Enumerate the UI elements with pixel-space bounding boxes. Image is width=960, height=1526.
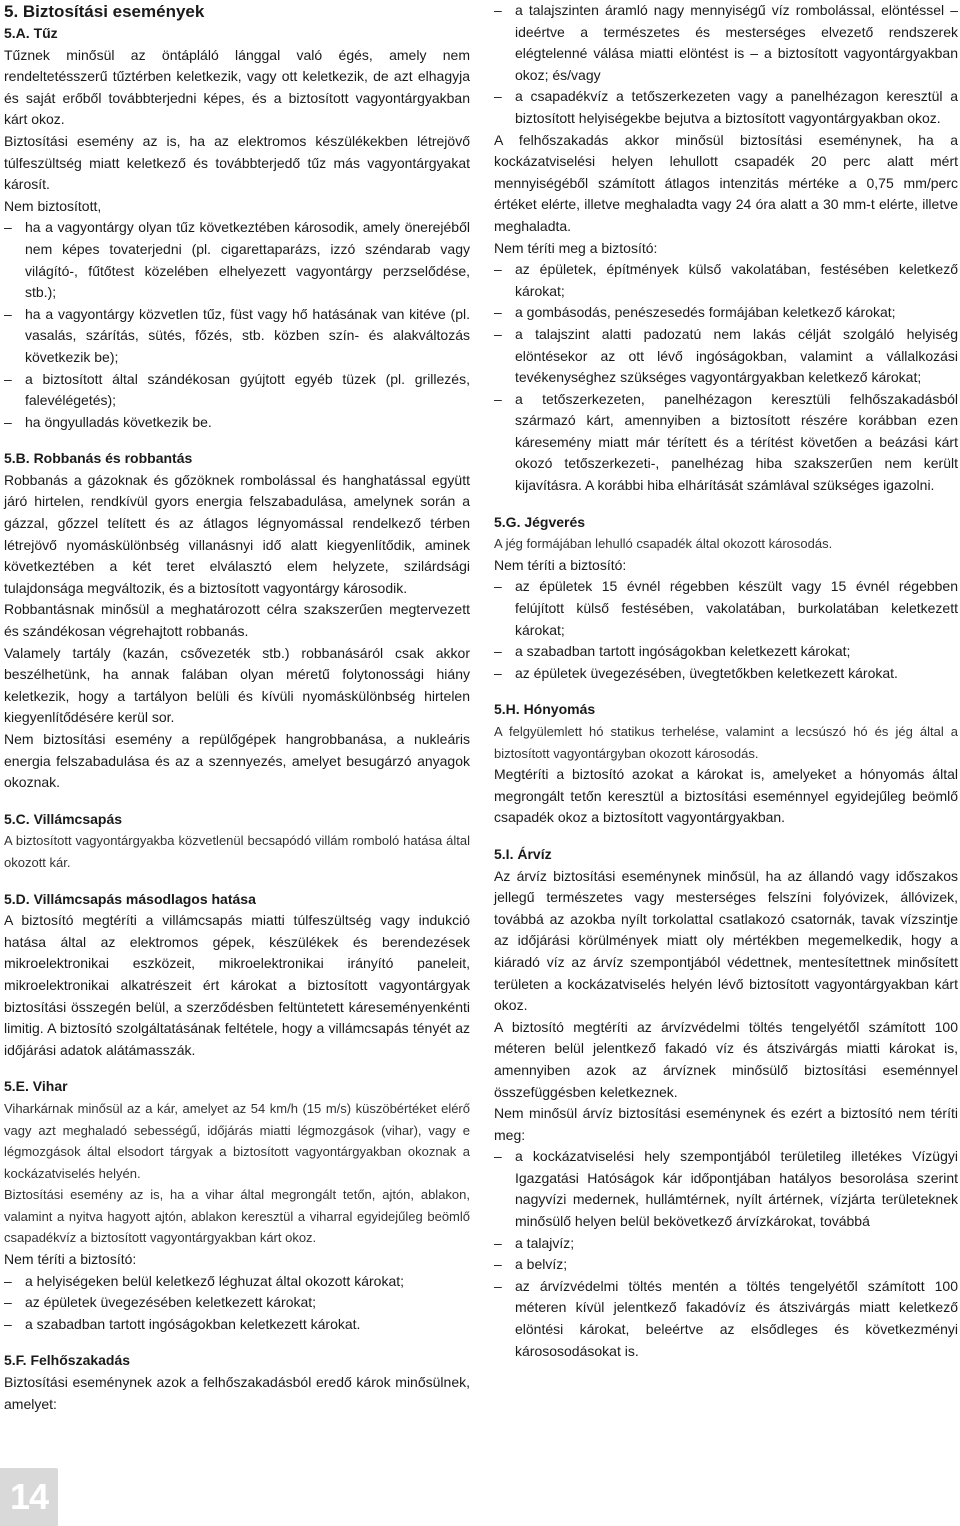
list-item: – az épületek üvegezésében, üvegtetőkben keletkezett károkat. <box>494 663 958 685</box>
left-column <box>4 0 470 1430</box>
paragraph: Nem biztosítási esemény a repülőgépek hangrobbanása, a nukleáris energia felszabadulása és az a szennyezés, amelyet besugárzó anyagok okoznak. <box>4 731 470 791</box>
list-item: – a belvíz; <box>494 1254 958 1276</box>
list-item: – a talajszint alatti padozatú nem lakás célját szolgáló helyiség elöntésekor az ott lévő ingóságokban, valamint a vállalkozási tevékenységhez szükséges vagyontárgyakban keletkező károkat; <box>494 324 958 389</box>
right-column <box>494 0 958 1377</box>
section-title-robbanas: 5.B. Robbanás és robbantás <box>4 450 193 467</box>
paragraph: Nem téríti a biztosító: <box>494 556 627 573</box>
section-jegveres <box>494 512 958 685</box>
list-item: – ha a vagyontárgy közvetlen tűz, füst vagy hő hatásának van kitéve (pl. vasalás, szárítás, sütés, főzés, stb. közben szín- és alakváltozás következik be); <box>4 304 470 369</box>
paragraph: A biztosító megtéríti a villámcsapás miatti túlfeszültség vagy indukció hatása által az elektromos gépek, készülékek és berendezések mikroelektronikai eszközeit, mikroelektronikai irányító paneleit, mikroelektronikai alkatrészeit ért károkat a biztosított vagyontárgyak biztosítási összegén belül, a szerződésben feltüntetett káreseményenkénti limitig. A biztosító szolgáltatásának feltétele, hogy a villámcsapás tényét az időjárási adatok alátámasszák. <box>4 912 470 1058</box>
list-item: – a tetőszerkezeten, panelhézagon keresztüli felhőszakadásból származó kárt, amennyiben a biztosított részére korábban ezen káresemény miatt már térített és a térítést követően a beázási kárt okozó tetőszerkezeti-, panelhézag hiba szakszerűen nem került kijavításra. A korábbi hiba elhárítását számlával szükséges igazolni. <box>494 389 958 497</box>
paragraph: Nem téríti a biztosító: <box>4 1251 137 1268</box>
list-item: – az árvízvédelmi töltés mentén a töltés tengelyétől számított 100 méteren kívül jelentkező fakadóvíz és átszivárgás miatt keletkező elöntési károkat, beleértve az elsődleges és következményi kárososodásokat is. <box>494 1276 958 1362</box>
paragraph: Tűznek minősül az öntápláló lánggal való égés, amely nem rendeltetésszerű tűztérben keletkezik, vagy ott keletkezik, de azt elhagyja és saját erőből továbbterjedni képes, és a biztosított vagyontárgyakban kárt okoz. <box>4 46 470 128</box>
paragraph: Robbanás a gázoknak és gőzöknek rombolással és hanghatással együtt járó hirtelen, rendkívül gyors energia felszabadulása, amelynek során a gázzal, gőzzel telített és az átlagos légnyomással rendelkező térben létrejövő nyomáskülönbség villanásnyi idő alatt kiegyenlítődik, aminek következtében a két teret elválasztó elem helyzete, szilárdsági tulajdonsága megváltozik, és a biztosított vagyontárgy károsodik. <box>4 471 470 596</box>
section-felhoszakadas <box>4 1350 470 1415</box>
list-item: – a kockázatviselési hely szempontjából területileg illetékes Vízügyi Igazgatási Hatóságok kár időpontjában hatályos besorolása szerint nagyvízi medernek, hullámtérnek, nyílt ártérnek, vízjárta területeknek minősülő helyen belül bekövetkező árvízkárokat, továbbá <box>494 1146 958 1232</box>
section-title-vihar: 5.E. Vihar <box>4 1078 68 1095</box>
list-item: – az épületek, építmények külső vakolatában, festésében keletkező károkat; <box>494 259 958 302</box>
exclusion-list <box>494 259 958 497</box>
paragraph: A felgyülemlett hó statikus terhelése, valamint a lecsúszó hó és jég által a biztosított vagyontárgyban okozott károsodás. <box>494 724 958 761</box>
paragraph: A biztosított vagyontárgyakba közvetlenül becsapódó villám romboló hatása által okozott kár. <box>4 833 470 870</box>
page-number-badge <box>0 1468 58 1526</box>
paragraph: A felhőszakadás akkor minősül biztosítási eseménynek, ha a kockázatviselési helyen lehullott csapadék 20 perc alatt mért mennyiségéből számított átlagos intenzitás mértéke a 0,75 mm/perc értéket elérte, illetve meghaladta vagy 24 óra alatt a 30 mm-t elérte, illetve meghaladta. <box>494 131 958 234</box>
list-item: – az épületek 15 évnél régebben készült vagy 15 évnél régebben felújított külső festésében, vakolatában, burkolatában keletkezett károkat; <box>494 576 958 641</box>
paragraph: Biztosítási esemény az is, ha a vihar által megrongált tetőn, ajtón, ablakon, valamint a nyitva hagyott ajtón, ablakon keresztül a viharral egyidejűleg beömlő csapadékvíz a biztosított vagyontárgyakban kárt okoz. <box>4 1187 470 1246</box>
section-title-villamcsapas: 5.C. Villámcsapás <box>4 810 123 827</box>
section-villamcsapas <box>4 809 470 874</box>
paragraph: Nem minősül árvíz biztosítási eseménynek és ezért a biztosító nem téríti meg: <box>494 1105 958 1143</box>
paragraph: Viharkárnak minősül az a kár, amelyet az 54 km/h (15 m/s) küszöbértéket elérő vagy azt meghaladó sebességű, időjárás miatti légmozgások (vihar), vagy e légmozgások által elsodort tárgyak a biztosított vagyontárgyakban okoznak a kockázatviselés helyén. <box>4 1100 470 1181</box>
section-arviz <box>494 844 958 1362</box>
page-number: 14 <box>9 1476 49 1517</box>
exclusion-list <box>4 217 470 433</box>
section-tuz <box>4 23 470 433</box>
list-item: – ha öngyulladás következik be. <box>4 412 470 434</box>
list-item: – a biztosított által szándékosan gyújtott egyéb tüzek (pl. grillezés, falevélégetés); <box>4 369 470 412</box>
paragraph: Megtéríti a biztosító azokat a károkat is, amelyeket a hónyomás által megrongált tetőn keresztül a biztosítási eseménnyel egyidejűleg beömlő csapadék okoz a biztosított vagyontárgyakban. <box>494 766 958 826</box>
paragraph: Az árvíz biztosítási eseménynek minősül, ha az állandó vagy időszakos jellegű természetes vagy mesterséges felszíni folyóvizek, állóvizek, továbbá az azokba nyílt torkolattal csatlakozó csatornák, tavak vízszintje az időjárási körülmények miatt oly mértékben megemelkedik, hogy a kiáradó víz az árvíz szempontjából védettnek, mentesítettnek minősített területen a kockázatviselés helyén lévő biztosított vagyontárgyakban kárt okoz. <box>494 867 958 1014</box>
section-honyomas <box>494 699 958 829</box>
list-item: – a szabadban tartott ingóságokban keletkezett károkat; <box>494 641 958 663</box>
paragraph: A biztosító megtéríti az árvízvédelmi töltés tengelyétől számított 100 méteren belül jelentkező fakadó víz és átszivárgás miatti károkat is, amennyiben azok az árvíznek minősülő biztosítási eseménnyel összefüggésben keletkeznek. <box>494 1018 958 1100</box>
section-title-arviz: 5.I. Árvíz <box>494 845 552 862</box>
paragraph: Robbantásnak minősül a meghatározott célra szakszerűen megtervezett és szándékosan végrehajtott robbanás. <box>4 601 470 640</box>
section-title-jegveres: 5.G. Jégverés <box>494 513 586 530</box>
section-felhoszakadas-continued <box>494 0 958 497</box>
paragraph: Nem téríti meg a biztosító: <box>494 239 658 256</box>
list-item: – az épületek üvegezésében keletkezett károkat; <box>4 1292 470 1314</box>
exclusion-list <box>4 1271 470 1336</box>
paragraph: A jég formájában lehulló csapadék által okozott károsodás. <box>494 536 833 552</box>
list-item: – a talajvíz; <box>494 1233 958 1255</box>
exclusion-list <box>494 576 958 684</box>
paragraph: Valamely tartály (kazán, csővezeték stb.) robbanásáról csak akkor beszélhetünk, ha annak falában olyan méretű folytonossági hiány keletkezik, hogy a tartályon belüli és kívüli nyomáskülönbség hirtelen kiegyenlítődésére kerül sor. <box>4 644 470 726</box>
section-vihar <box>4 1076 470 1335</box>
paragraph: Biztosítási eseménynek azok a felhőszakadásból eredő károk minősülnek, amelyet: <box>4 1374 470 1412</box>
page-title: 5. Biztosítási események <box>4 2 205 21</box>
list-item: – ha a vagyontárgy olyan tűz következtében károsodik, amely önerejéből nem képes tovaterjedni (pl. cigarettaparázs, izzó széndarab vagy világító-, fűtőtest közelében elhelyezett vagyontárgy perzselődése, stb.); <box>4 217 470 303</box>
paragraph: Nem biztosított, <box>4 197 102 214</box>
section-robbanas <box>4 448 470 794</box>
paragraph: Biztosítási esemény az is, ha az elektromos készülékekben létrejövő túlfeszültség miatt keletkező és továbbterjedő tűz más vagyontárgyakat károsít. <box>4 132 470 193</box>
list-item: – a talajszinten áramló nagy mennyiségű víz rombolással, elöntéssel – ideértve a természetes és mesterséges elvezető rendszerek elégtelenné válása miatti elöntést is – a biztosított vagyontárgyakban okoz; és/vagy <box>494 0 958 86</box>
exclusion-list <box>494 1146 958 1362</box>
condition-list <box>494 0 958 130</box>
list-item: – a gombásodás, penészesedés formájában keletkező károkat; <box>494 302 958 324</box>
list-item: – a csapadékvíz a tetőszerkezeten vagy a panelhézagon keresztül a biztosított helyiségekbe bejutva a biztosított vagyontárgyakban okoz. <box>494 86 958 129</box>
section-title-honyomas: 5.H. Hónyomás <box>494 701 596 718</box>
section-title-felhoszakadas: 5.F. Felhőszakadás <box>4 1352 131 1369</box>
section-title-masodlagos: 5.D. Villámcsapás másodlagos hatása <box>4 890 256 907</box>
list-item: – a helyiségeken belül keletkező léghuzat által okozott károkat; <box>4 1271 470 1293</box>
section-masodlagos <box>4 889 470 1062</box>
section-title-tuz: 5.A. Tűz <box>4 25 58 41</box>
list-item: – a szabadban tartott ingóságokban keletkezett károkat. <box>4 1314 470 1336</box>
